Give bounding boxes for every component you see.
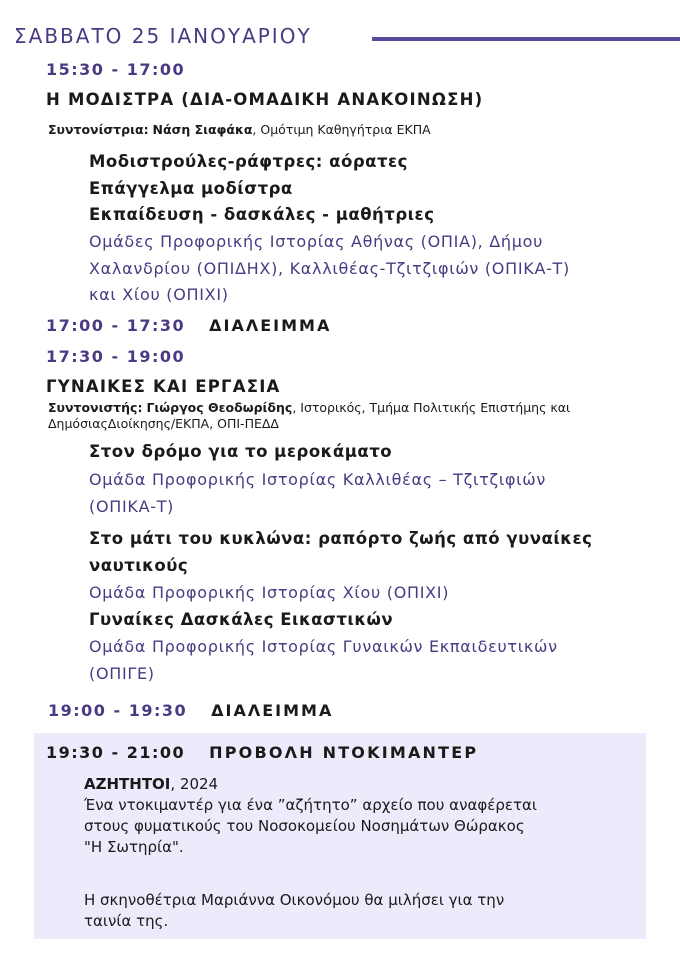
coordinator-name: Νάση Σιαφάκα xyxy=(152,122,253,137)
group-line: (ΟΠΙΚΑ-Τ) xyxy=(89,496,175,516)
talk-title: Μοδιστρούλες-ράφτρες: αόρατες xyxy=(89,152,408,171)
session2-time: 17:30 - 19:00 xyxy=(46,347,186,366)
talk-line: ναυτικούς xyxy=(89,555,189,575)
film-note-line: Η σκηνοθέτρια Μαριάννα Οικονόμου θα μιλήσει για την xyxy=(84,891,505,909)
coordinator-role-continued: ΔημόσιαςΔιοίκησης/ΕΚΠΑ, ΟΠΙ-ΠΕΔΔ xyxy=(48,416,279,431)
film-year: , 2024 xyxy=(170,775,219,793)
film-title: ΑΖΗΤΗΤΟΙ xyxy=(84,775,171,793)
session2-coordinator xyxy=(48,400,668,432)
day-title: ΣΑΒΒΑΤΟ 25 ΙΑΝΟΥΑΡΙΟΥ xyxy=(14,24,312,48)
break2-row xyxy=(48,701,333,720)
session1-coordinator xyxy=(48,122,431,138)
coordinator-label: Συντονίστρια: xyxy=(48,122,149,137)
group-line: Ομάδα Προφορικής Ιστορίας Γυναικών Εκπαιδευτικών xyxy=(89,637,558,656)
talk-title: Επάγγελμα μοδίστρα xyxy=(89,178,293,198)
session2-group1 xyxy=(89,467,649,520)
coordinator-label: Συντονιστής: xyxy=(48,400,143,415)
screening-time: 19:30 - 21:00 xyxy=(46,743,186,762)
coordinator-role: , Ομότιμη Καθηγήτρια ΕΚΠΑ xyxy=(252,122,431,137)
coordinator-role: , Ιστορικός, Τμήμα Πολιτικής Επιστήμης και xyxy=(292,400,571,415)
group-line: και Χίου (ΟΠΙΧΙ) xyxy=(89,285,229,304)
break1-label: ΔΙΑΛΕΙΜΜΑ xyxy=(209,316,332,335)
film-description: "Η Σωτηρία". xyxy=(84,838,184,856)
film-info xyxy=(84,774,624,858)
session1-groups xyxy=(89,229,649,309)
screening-header xyxy=(46,743,478,762)
session2-group3 xyxy=(89,634,649,687)
screening-label: ΠΡΟΒΟΛΗ ΝΤΟΚΙΜΑΝΤΕΡ xyxy=(209,743,479,762)
session2-group2: Ομάδα Προφορικής Ιστορίας Χίου (ΟΠΙΧΙ) xyxy=(89,583,450,602)
film-note-line: ταινία της. xyxy=(84,912,169,930)
coordinator-name: Γιώργος Θεοδωρίδης xyxy=(146,400,293,415)
group-line: Χαλανδρίου (ΟΠΙΔΗΧ), Καλλιθέας-Τζιτζιφιών (ΟΠΙΚΑ-Τ) xyxy=(89,258,570,278)
break2-label: ΔΙΑΛΕΙΜΜΑ xyxy=(211,701,334,720)
session2-talk2 xyxy=(89,526,649,579)
break1-time: 17:00 - 17:30 xyxy=(46,316,186,335)
film-note xyxy=(84,890,624,932)
film-description: Ένα ντοκιμαντέρ για ένα ”αζήτητο” αρχείο που αναφέρεται xyxy=(84,796,537,814)
group-line: Ομάδες Προφορικής Ιστορίας Αθήνας (ΟΠΙΑ), Δήμου xyxy=(89,232,544,251)
group-line: (ΟΠΙΓΕ) xyxy=(89,663,155,683)
session2-talk1: Στον δρόμο για το μεροκάματο xyxy=(89,442,393,461)
session2-title: ΓΥΝΑΙΚΕΣ ΚΑΙ ΕΡΓΑΣΙΑ xyxy=(46,377,281,396)
talk-line: Στο μάτι του κυκλώνα: ραπόρτο ζωής από γυναίκες xyxy=(89,529,593,548)
film-description: στους φυματικούς του Νοσοκομείου Νοσημάτων Θώρακος xyxy=(84,817,525,835)
session2-talk3: Γυναίκες Δασκάλες Εικαστικών xyxy=(89,610,394,629)
header-divider xyxy=(372,37,680,41)
group-line: Ομάδα Προφορικής Ιστορίας Καλλιθέας – Τζιτζιφιών xyxy=(89,470,547,489)
session1-time: 15:30 - 17:00 xyxy=(46,60,186,79)
talk-title: Εκπαίδευση - δασκάλες - μαθήτριες xyxy=(89,205,435,224)
break2-time: 19:00 - 19:30 xyxy=(48,701,188,720)
break1-row xyxy=(46,316,331,335)
session1-talks xyxy=(89,149,649,229)
session1-title: Η ΜΟΔΙΣΤΡΑ (ΔΙΑ-ΟΜΑΔΙΚΗ ΑΝΑΚΟΙΝΩΣΗ) xyxy=(46,90,484,109)
